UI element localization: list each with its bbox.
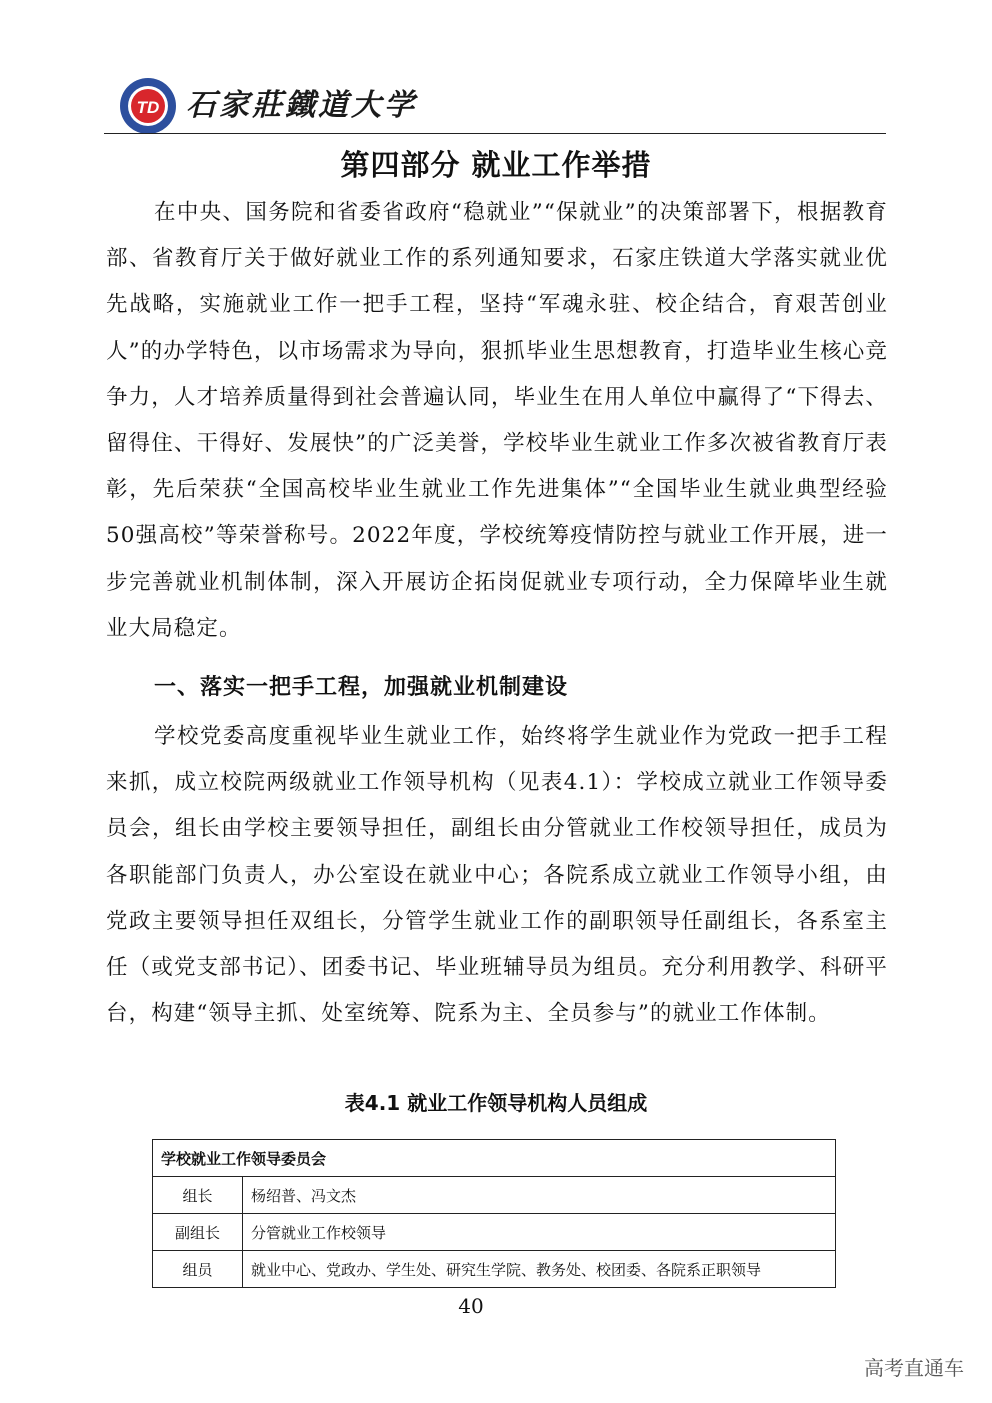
page-header <box>104 70 886 134</box>
table-row <box>153 1251 836 1288</box>
header-divider <box>104 133 886 134</box>
page-title: 第四部分 就业工作举措 <box>340 148 652 182</box>
role-cell: 组员 <box>153 1251 243 1288</box>
school-name-logo: 石家莊鐵道大学 <box>186 88 417 123</box>
role-cell: 组长 <box>153 1177 243 1214</box>
svg-text:TD: TD <box>136 98 160 117</box>
intro-paragraph: 在中央、国务院和省委省政府“稳就业”“保就业”的决策部署下，根据教育部、省教育厅关于做好就业工作的系列通知要求，石家庄铁道大学落实就业优先战略，实施就业工作一把手工程，坚持“军魂永驻、校企结合，育艰苦创业人”的办学特色，以市场需求为导向，狠抓毕业生思想教育，打造毕业生核心竞争力，人才培养质量得到社会普遍认同，毕业生在用人单位中赢得了“下得去、留得住、干得好、发展快”的广泛美誉，学校毕业生就业工作多次被省教育厅表彰，先后荣获“全国高校毕业生就业工作先进集体”“全国毕业生就业典型经验50强高校”等荣誉称号。2022年度，学校统筹疫情防控与就业工作开展，进一步完善就业机制体制，深入开展访企拓岗促就业专项行动，全力保障毕业生就业大局稳定。 <box>106 200 888 641</box>
table-caption: 表4.1 就业工作领导机构人员组成 <box>344 1091 648 1115</box>
university-logo-icon <box>118 76 178 136</box>
table-header-row <box>153 1140 836 1177</box>
members-cell: 杨绍普、冯文杰 <box>243 1177 836 1214</box>
table-header-cell: 学校就业工作领导委员会 <box>153 1140 836 1177</box>
members-cell: 分管就业工作校领导 <box>243 1214 836 1251</box>
role-cell: 副组长 <box>153 1214 243 1251</box>
section-paragraph: 学校党委高度重视毕业生就业工作，始终将学生就业作为党政一把手工程来抓，成立校院两级就业工作领导机构（见表4.1）：学校成立就业工作领导委员会，组长由学校主要领导担任，副组长由分管就业工作校领导担任，成员为各职能部门负责人，办公室设在就业中心；各院系成立就业工作领导小组，由党政主要领导担任双组长，分管学生就业工作的副职领导任副组长，各系室主任（或党支部书记）、团委书记、毕业班辅导员为组员。充分利用教学、科研平台，构建“领导主抓、处室统筹、院系为主、全员参与”的就业工作体制。 <box>106 724 888 1027</box>
table-row <box>153 1177 836 1214</box>
leadership-table <box>152 1139 836 1288</box>
page-number: 40 <box>458 1294 484 1318</box>
watermark: 高考直通车 <box>864 1356 964 1380</box>
members-cell: 就业中心、党政办、学生处、研究生学院、教务处、校团委、各院系正职领导 <box>243 1251 836 1288</box>
table-row <box>153 1214 836 1251</box>
section-heading: 一、落实一把手工程，加强就业机制建设 <box>154 675 569 700</box>
